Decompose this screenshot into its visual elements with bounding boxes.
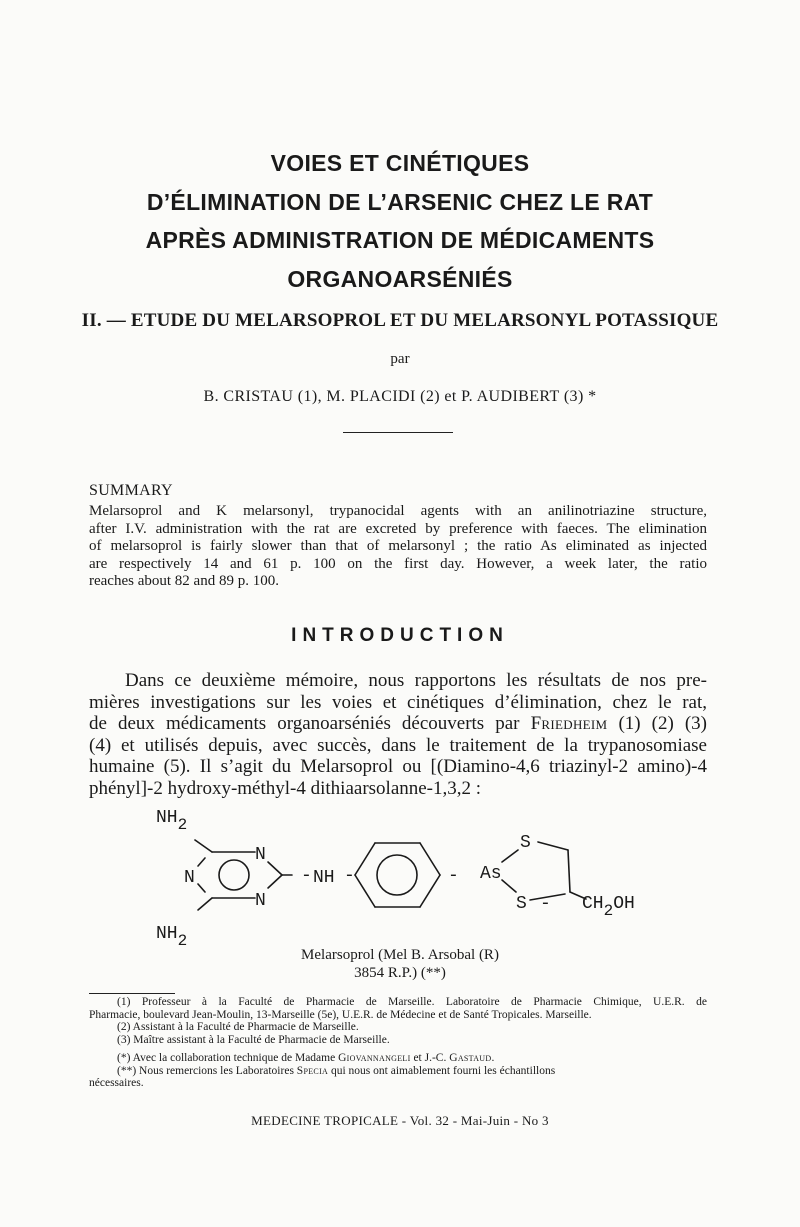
footnote-1-cont: Pharmacie, boulevard Jean-Moulin, 13-Marseille (5e), U.E.R. de Médecine et de Santé Tropicales. Marseille. (89, 1008, 592, 1021)
aromatic-ring (377, 855, 417, 895)
journal-footer: MEDECINE TROPICALE - Vol. 32 - Mai-Juin - No 3 (251, 1113, 549, 1128)
bond (568, 850, 570, 892)
bond (538, 842, 568, 850)
bond (355, 875, 375, 907)
article-title (80, 144, 720, 298)
footnote-double-star-cont: nécessaires. (89, 1077, 144, 1089)
bond (502, 850, 518, 862)
title-line: VOIES ET CINÉTIQUES (270, 150, 530, 176)
ch2oh-label: CH2OH (582, 894, 635, 920)
bond (420, 875, 440, 907)
footnote-star (89, 1052, 707, 1065)
footnotes (89, 996, 707, 1090)
dash-glyph: - (540, 894, 551, 914)
author-list: B. CRISTAU (1), M. PLACIDI (2) et P. AUDIBERT (3) * (203, 388, 597, 405)
intro-text: de deux médicaments organoarséniés découverts par (89, 713, 520, 735)
melarsoprol-structure (150, 800, 670, 950)
reference-numbers: (1) (2) (3) (618, 713, 707, 735)
summary-line: of melarsoprol is fairly slower than that of melarsonyl ; the ratio As eliminated as injected (89, 538, 707, 554)
author-name-friedheim: Friedheim (530, 713, 608, 735)
title-line: D’ÉLIMINATION DE L’ARSENIC CHEZ LE RAT (146, 188, 654, 215)
aromatic-ring (219, 860, 249, 890)
summary-text (89, 503, 707, 591)
caption-line: 3854 R.P.) (**) (354, 965, 446, 981)
title-divider (343, 432, 453, 433)
footnote-text: . (491, 1052, 495, 1064)
bond (268, 862, 282, 875)
arsenic-label: As (480, 864, 502, 884)
dash-glyph: - (448, 866, 459, 886)
bond (195, 840, 212, 852)
nh2-top-label: NH2 (156, 808, 188, 834)
footnote-text: (**) Nous remercions les Laboratoires (117, 1064, 294, 1077)
nh-link-label: NH (313, 868, 335, 888)
sulfur-bottom-label: S (516, 894, 527, 914)
bond (268, 875, 282, 888)
bond (420, 843, 440, 875)
collaborator-name: Giovannangeli (338, 1052, 411, 1064)
footnote-1: (1) Professeur à la Faculté de Pharmacie de Marseille. Laboratoire de Pharmacie Chimique, U.E.R. de (117, 996, 707, 1008)
intro-line: humaine (5). Il s’agit du Melarsoprol ou [(Diamino-4,6 triazinyl-2 amino)-4 (89, 756, 707, 778)
intro-line: phényl]-2 hydroxy-méthyl-4 dithiaarsolanne-1,3,2 : (89, 777, 482, 799)
summary-line: after I.V. administration with the rat are excreted by preference with faeces. The elimination (89, 520, 707, 537)
nh2-bottom-label: NH2 (156, 924, 188, 950)
bond (198, 884, 205, 892)
atom-labels (156, 808, 635, 950)
bond (355, 843, 375, 875)
title-line: ORGANOARSÉNIÉS (287, 265, 513, 292)
summary-heading: SUMMARY (89, 482, 173, 499)
summary-line: are respectively 14 and 61 p. 100 on the first day. However, a week later, the ratio (89, 555, 707, 572)
dash-glyph: - (344, 866, 355, 886)
collaborator-name: Gastaud (449, 1052, 492, 1064)
caption-line: Melarsoprol (Mel B. Arsobal (R) (301, 947, 499, 963)
bond (502, 880, 516, 892)
article-subtitle: II. — ETUDE DU MELARSOPROL ET DU MELARSONYL POTASSIQUE (81, 310, 719, 331)
footnote-2: (2) Assistant à la Faculté de Pharmacie de Marseille. (117, 1021, 359, 1033)
intro-line: mières investigations sur les voies et cinétiques d’élimination, chez le rat, (89, 691, 707, 713)
ring-n-bottom-label: N (255, 891, 266, 911)
sulfur-top-label: S (520, 833, 531, 853)
footnote-text: et J.-C. (413, 1052, 447, 1064)
footnote-text: (*) Avec la collaboration technique de Madame (117, 1052, 336, 1064)
ring-n-left-label: N (184, 868, 195, 888)
intro-line (89, 713, 707, 735)
footnote-text: qui nous ont aimablement fourni les échantillons (330, 1064, 556, 1077)
footnote-double-star (89, 1065, 707, 1078)
dash-glyph: - (301, 866, 312, 886)
bond (198, 898, 212, 910)
byline-par: par (390, 351, 410, 367)
ring-n-top-label: N (255, 845, 266, 865)
intro-line: (4) et utilisés depuis, avec succès, dans le traitement de la trypanosomiase (89, 734, 707, 756)
figure-caption (0, 946, 800, 982)
footnote-divider (89, 993, 175, 994)
introduction-heading: INTRODUCTION (291, 625, 509, 646)
summary-line: reaches about 82 and 89 p. 100. (89, 573, 279, 589)
title-line: APRÈS ADMINISTRATION DE MÉDICAMENTS (145, 227, 655, 253)
summary-line: Melarsoprol and K melarsonyl, trypanocidal agents with an anilinotriazine structure, (89, 503, 707, 519)
intro-line: Dans ce deuxième mémoire, nous rapportons les résultats de nos pre- (125, 670, 707, 691)
introduction-text (89, 670, 707, 800)
footnote-3: (3) Maître assistant à la Faculté de Pharmacie de Marseille. (117, 1033, 390, 1046)
bond (198, 858, 205, 866)
laboratory-name: Specia (296, 1064, 329, 1077)
